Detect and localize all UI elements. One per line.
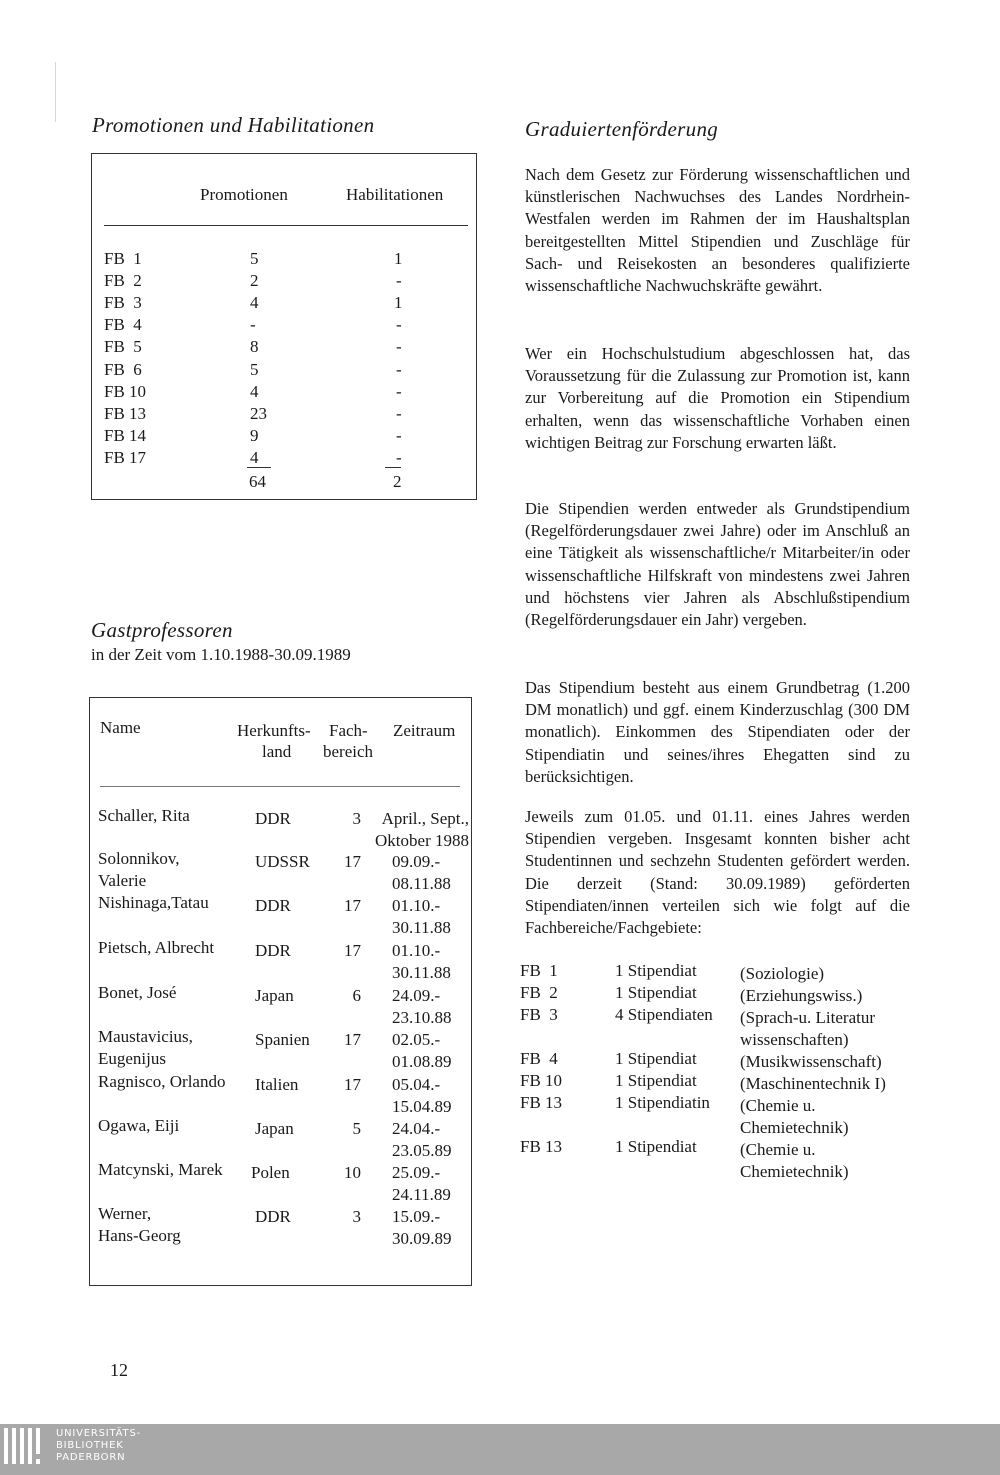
stip-row-fb: FB 13 (520, 1093, 563, 1112)
gast-row-name: Ragnisco, Orlando (98, 1072, 226, 1091)
prom-row-hab: - (396, 403, 402, 423)
paragraph-2: Wer ein Hochschulstudium abgeschlossen hat, das Voraussetzung für die Zulassung zur Promotion ist, kann zur Vorbereitung auf die Promotion ein Stipendium erhalten, wenn das wissenschaftliche Vorhaben einen wichtigen Beitrag zur Forschung erwarten läßt. (525, 344, 910, 452)
hab-sum-rule (385, 467, 401, 468)
prom-row-count: 8 (250, 337, 259, 357)
gast-row-fb: 17 (344, 896, 361, 915)
prom-row-count: 23 (250, 403, 267, 423)
paragraph-5: Jeweils zum 01.05. und 01.11. eines Jahres werden Stipendien vergeben. Insgesamt konnten bisher acht Studentinnen und sechzehn Studenten gefördert werden. Die derzeit (Stand: 30.09.1989) geförderten Stipendiaten/innen verteilen sich wie folgt auf die Fachbereiche/Fachgebiete: (525, 807, 910, 938)
gast-row-fb: 6 (352, 986, 361, 1005)
gast-row-land: Italien (255, 1075, 299, 1094)
prom-row-fb: FB 3 (104, 293, 142, 313)
stipendien-list (520, 960, 920, 1190)
library-footer (0, 1424, 1000, 1475)
stip-row-count: 1 Stipendiat (615, 1137, 697, 1156)
gast-row-land: DDR (255, 941, 291, 960)
paragraph-3: Die Stipendien werden entweder als Grundstipendium (Regelförderungsdauer zwei Jahre) oder im Anschluß an eine Tätigkeit als wissenschaftliche/r Mitarbeiter/in oder wissenschaftliche Hilfskraft von mindestens zwei Jahren und höchstens vier Jahren als Abschlußstipendium (Regelförderungsdauer ein Jahr) vergeben. (525, 499, 910, 630)
prom-row-fb: FB 1 (104, 249, 142, 268)
prom-row-count: 5 (250, 359, 259, 379)
gast-row-zeit-2: 23.05.89 (392, 1141, 452, 1160)
gast-row-fb: 17 (344, 941, 361, 960)
gast-row-zeit-1: April., Sept., (381, 809, 469, 828)
gast-row-zeit-2: 15.04.89 (392, 1097, 452, 1116)
prom-row-count: 4 (250, 381, 259, 401)
stip-row-count: 1 Stipendiat (615, 961, 697, 980)
gast-row-name: Matcynski, Marek (98, 1160, 223, 1179)
gast-row-zeit-2: 23.10.88 (392, 1008, 452, 1027)
gast-table (89, 697, 472, 1286)
gast-row-fb: 17 (344, 852, 361, 871)
gast-row-zeit-1: 24.09.- (392, 986, 441, 1005)
stip-row-count: 1 Stipendiat (615, 1071, 697, 1090)
gast-row-land: UDSSR (255, 852, 310, 871)
col-header-promotionen: Promotionen (200, 185, 288, 204)
gast-row-name-2: Eugenijus (98, 1049, 166, 1068)
gast-row-fb: 3 (352, 1207, 361, 1226)
stip-row-field: (Chemie u. (740, 1096, 816, 1115)
gast-row-name: Bonet, José (98, 983, 177, 1002)
gast-row-fb: 5 (352, 1119, 361, 1138)
graduierten-title: Graduiertenförderung (525, 117, 719, 141)
gast-header-name: Name (100, 718, 141, 737)
gast-row-zeit-2: 01.08.89 (392, 1052, 452, 1071)
gast-subtitle: in der Zeit vom 1.10.1988-30.09.1989 (91, 645, 351, 664)
total-habilitationen: 2 (393, 472, 402, 491)
paragraph-1: Nach dem Gesetz zur Förderung wissenschaftlichen und künstlerischen Nachwuchses des Landes Nordrhein-Westfalen werden im Rahmen der im Haushaltsplan bereitgestellten Mittel Stipendien und Zuschläge für Sach- und Reisekosten an besonderes qualifizierte wissenschaftliche Nachwuchskräfte gewährt. (525, 165, 910, 296)
stip-row-field-2: Chemietechnik) (740, 1162, 849, 1181)
gast-row-zeit-2: 24.11.89 (392, 1185, 451, 1204)
prom-row-fb: FB 10 (104, 381, 147, 401)
gast-row-zeit-1: 24.04.- (392, 1119, 441, 1138)
gast-row-zeit-1: 15.09.- (392, 1207, 441, 1226)
prom-row-fb: FB 13 (104, 403, 147, 423)
prom-row-fb: FB 4 (104, 315, 142, 335)
stip-row-fb: FB 1 (520, 961, 558, 980)
gast-row-name-2: Valerie (98, 871, 147, 890)
prom-row-hab: 1 (394, 293, 403, 313)
gast-row-zeit-2: Oktober 1988 (375, 831, 469, 850)
gast-row-zeit-2: 30.09.89 (392, 1229, 452, 1248)
gast-row-name: Ogawa, Eiji (98, 1116, 180, 1135)
gast-row-name: Maustavicius, (98, 1027, 193, 1046)
stip-row-field: (Erziehungswiss.) (740, 986, 863, 1005)
stip-row-field: (Sprach-u. Literatur (740, 1008, 875, 1027)
gast-title: Gastprofessoren (91, 618, 233, 642)
col-header-habilitationen: Habilitationen (346, 185, 444, 204)
prom-row-count: 4 (250, 293, 259, 313)
stip-row-field-2: wissenschaften) (740, 1030, 849, 1049)
stip-row-fb: FB 13 (520, 1137, 563, 1156)
stip-row-fb: FB 3 (520, 1005, 558, 1024)
gast-row-land: DDR (255, 1207, 291, 1226)
gast-row-zeit-1: 01.10.- (392, 941, 441, 960)
prom-row-hab: - (396, 315, 402, 335)
prom-row-count: 9 (250, 425, 259, 445)
prom-row-count: 2 (250, 271, 259, 291)
promotionen-table (91, 153, 477, 500)
prom-row-hab: - (396, 425, 402, 445)
gast-row-land: DDR (255, 809, 291, 828)
prom-row-count: 4 (250, 447, 259, 467)
gast-row-land: DDR (255, 896, 291, 915)
gast-row-land: Spanien (255, 1030, 310, 1049)
gast-row-land: Japan (255, 986, 294, 1005)
gast-row-name: Werner, (98, 1204, 152, 1223)
gast-row-name: Solonnikov, (98, 849, 180, 868)
library-line-1: UNIVERSITÄTS- (56, 1428, 142, 1439)
gast-header-land-1: Herkunfts- (237, 721, 311, 740)
header-divider (104, 225, 468, 226)
prom-row-fb: FB 5 (104, 337, 142, 357)
gast-row-fb: 17 (344, 1075, 361, 1094)
stip-row-count: 4 Stipendiaten (615, 1005, 713, 1024)
stip-row-fb: FB 10 (520, 1071, 563, 1090)
stip-row-count: 1 Stipendiat (615, 1049, 697, 1068)
stip-row-field: (Soziologie) (740, 964, 825, 983)
gast-row-zeit-1: 25.09.- (392, 1163, 441, 1182)
gast-header-fb-2: bereich (323, 742, 374, 761)
prom-row-hab: - (396, 359, 402, 379)
stip-row-field-2: Chemietechnik) (740, 1118, 849, 1137)
prom-row-hab: - (396, 337, 402, 357)
gast-row-fb: 3 (352, 809, 361, 828)
gast-row-fb: 17 (344, 1030, 361, 1049)
stip-row-field: (Chemie u. (740, 1140, 816, 1159)
gast-row-name: Schaller, Rita (98, 806, 190, 825)
paragraph-4: Das Stipendium besteht aus einem Grundbetrag (1.200 DM monatlich) und ggf. einem Kinderzuschlag (300 DM monatlich). Einkommen des Stipendiaten oder der Stipendiatin und seines/ihres Ehegatten sind zu berücksichtigen. (525, 678, 910, 786)
gast-row-zeit-1: 02.05.- (392, 1030, 441, 1049)
prom-row-fb: FB 17 (104, 447, 147, 467)
gast-row-land: Japan (255, 1119, 294, 1138)
page-number: 12 (110, 1360, 128, 1380)
stip-row-field: (Maschinentechnik I) (740, 1074, 886, 1093)
prom-row-hab: - (396, 271, 402, 291)
stip-row-fb: FB 2 (520, 983, 558, 1002)
gast-row-zeit-1: 01.10.- (392, 896, 441, 915)
prom-row-fb: FB 14 (104, 425, 147, 445)
prom-row-count: 5 (250, 249, 259, 268)
gast-row-zeit-2: 30.11.88 (392, 918, 451, 937)
gast-row-zeit-1: 09.09.- (392, 852, 441, 871)
gast-header-divider (100, 786, 460, 787)
stip-row-field: (Musikwissenschaft) (740, 1052, 882, 1071)
scan-margin-line (55, 62, 56, 122)
stip-row-count: 1 Stipendiatin (615, 1093, 710, 1112)
total-promotionen: 64 (249, 472, 266, 491)
gast-row-land: Polen (251, 1163, 290, 1182)
library-line-3: PADERBORN (56, 1452, 126, 1463)
prom-row-hab: 1 (394, 249, 403, 268)
gast-row-name: Pietsch, Albrecht (98, 938, 215, 957)
library-line-2: BIBLIOTHEK (56, 1440, 124, 1451)
prom-row-hab: - (396, 447, 402, 467)
gast-header-fb-1: Fach- (329, 721, 368, 740)
library-name (56, 1428, 141, 1464)
gast-row-zeit-1: 05.04.- (392, 1075, 441, 1094)
gast-row-name: Nishinaga,Tatau (98, 893, 209, 912)
promotionen-title: Promotionen und Habilitationen (92, 113, 375, 137)
stip-row-fb: FB 4 (520, 1049, 558, 1068)
stip-row-count: 1 Stipendiat (615, 983, 697, 1002)
prom-sum-rule (247, 467, 271, 468)
gast-row-fb: 10 (344, 1163, 361, 1182)
prom-row-count: - (250, 315, 256, 335)
gast-row-zeit-2: 08.11.88 (392, 874, 451, 893)
gast-header-land-2: land (262, 742, 292, 761)
prom-row-hab: - (396, 381, 402, 401)
gast-row-name-2: Hans-Georg (98, 1226, 181, 1245)
prom-row-fb: FB 6 (104, 359, 142, 379)
gast-header-zeit: Zeitraum (393, 721, 456, 740)
gast-row-zeit-2: 30.11.88 (392, 963, 451, 982)
prom-row-fb: FB 2 (104, 271, 142, 291)
